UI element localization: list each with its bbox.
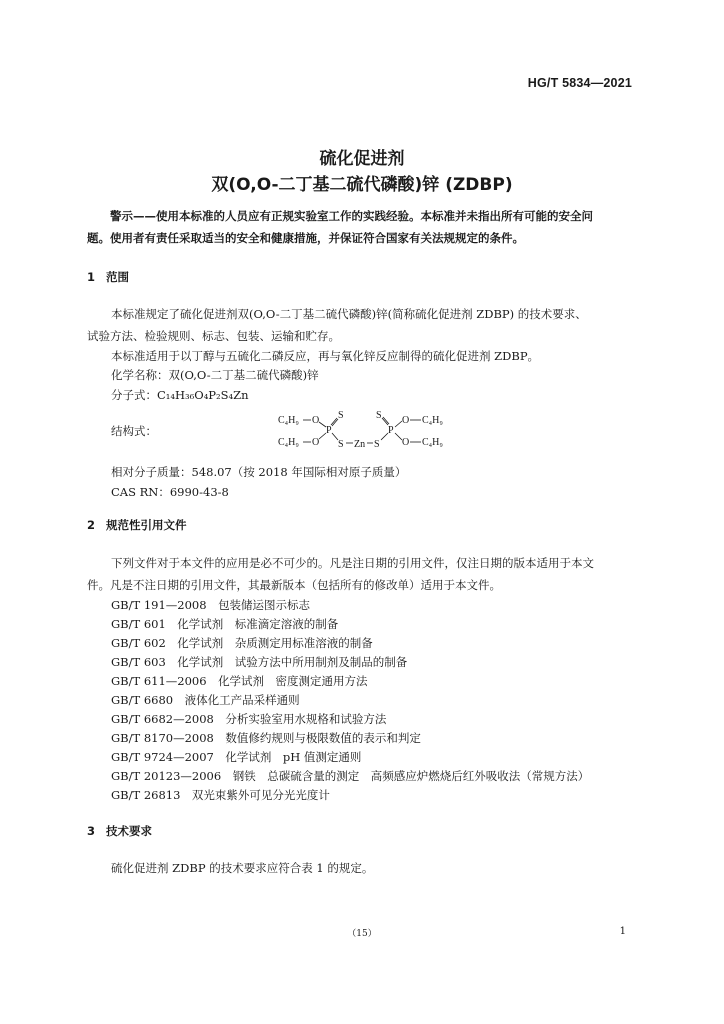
reference-code: GB/T 20123—2006 xyxy=(111,769,222,783)
para-line: 本标准规定了硫化促进剂双(O,O-二丁基二硫代磷酸)锌(简称硫化促进剂 ZDBP) 的技术要求、 xyxy=(111,307,587,321)
oxygen-atom: O xyxy=(402,437,410,448)
reference-title: 液体化工产品采样通则 xyxy=(184,693,300,707)
structural-formula xyxy=(270,405,470,455)
section-1-para-2: 本标准适用于以丁醇与五硫化二磷反应，再与氧化锌反应制得的硫化促进剂 ZDBP。 xyxy=(111,349,540,363)
reference-title: 钢铁 总碳硫含量的测定 高频感应炉燃烧后红外吸收法（常规方法） xyxy=(232,769,590,783)
reference-item xyxy=(111,768,589,784)
section-number: 1 xyxy=(87,270,96,284)
reference-title: 化学试剂 试验方法中所用制剂及制品的制备 xyxy=(177,655,408,669)
warning-block xyxy=(87,205,639,249)
molecular-mass: 相对分子质量：548.07（按 2018 年国际相对原子质量） xyxy=(111,465,407,479)
reference-code: GB/T 611—2006 xyxy=(111,674,207,688)
butyl-group: C₄H₉ xyxy=(422,415,443,426)
section-title: 规范性引用文件 xyxy=(106,518,187,532)
sulfur-atom: S xyxy=(374,439,380,450)
reference-item xyxy=(111,673,368,689)
sulfur-atom: S xyxy=(338,410,344,421)
para-line: 下列文件对于本文件的应用是必不可少的。凡是注日期的引用文件，仅注日期的版本适用于本文 xyxy=(111,556,594,570)
butyl-group: C₄H₉ xyxy=(422,437,443,448)
section-title: 范围 xyxy=(106,270,129,284)
reference-code: GB/T 191—2008 xyxy=(111,598,207,612)
phosphorus-atom: P xyxy=(326,425,332,436)
reference-code: GB/T 8170—2008 xyxy=(111,731,214,745)
reference-item xyxy=(111,730,421,746)
section-3-text: 硫化促进剂 ZDBP 的技术要求应符合表 1 的规定。 xyxy=(111,861,374,875)
page-number: 1 xyxy=(619,926,626,937)
oxygen-atom: O xyxy=(312,437,320,448)
warning-line-2: 题。使用者有责任采取适当的安全和健康措施，并保证符合国家有关法规规定的条件。 xyxy=(87,231,524,245)
chemical-name: 化学名称：双(O,O-二丁基二硫代磷酸)锌 xyxy=(111,368,319,382)
reference-code: GB/T 601 xyxy=(111,617,166,631)
section-3-heading xyxy=(87,823,152,839)
section-number: 2 xyxy=(87,518,96,532)
formula-label: 分子式： xyxy=(111,388,157,402)
formula-value: C₁₄H₃₆O₄P₂S₄Zn xyxy=(157,388,249,402)
section-1-para-1 xyxy=(87,303,639,347)
butyl-group: C₄H₉ xyxy=(278,437,299,448)
reference-code: GB/T 9724—2007 xyxy=(111,750,214,764)
reference-title: 化学试剂 pH 值测定通则 xyxy=(225,750,362,764)
sulfur-atom: S xyxy=(338,439,344,450)
cas-number: CAS RN：6990-43-8 xyxy=(111,485,229,499)
title-line-2: 双(O,O-二丁基二硫代磷酸)锌 (ZDBP) xyxy=(211,175,513,195)
section-2-heading xyxy=(87,517,187,533)
reference-code: GB/T 602 xyxy=(111,636,166,650)
reference-title: 包装储运图示标志 xyxy=(218,598,311,612)
molecular-formula xyxy=(111,384,249,406)
reference-title: 分析实验室用水规格和试验方法 xyxy=(225,712,387,726)
section-2-intro xyxy=(87,552,639,596)
reference-item xyxy=(111,787,330,803)
reference-title: 化学试剂 杂质测定用标准溶液的制备 xyxy=(177,636,373,650)
title-line-1: 硫化促进剂 xyxy=(319,149,405,169)
standard-number: HG/T 5834—2021 xyxy=(527,76,632,90)
reference-title: 化学试剂 标准滴定溶液的制备 xyxy=(177,617,339,631)
reference-title: 双光束紫外可见分光光度计 xyxy=(191,788,330,802)
page-label: （15） xyxy=(347,929,377,939)
reference-code: GB/T 6682—2008 xyxy=(111,712,214,726)
butyl-group: C₄H₉ xyxy=(278,415,299,426)
para-line: 件。凡是不注日期的引用文件，其最新版本（包括所有的修改单）适用于本文件。 xyxy=(87,578,501,592)
reference-item xyxy=(111,692,300,708)
phosphorus-atom: P xyxy=(388,425,394,436)
reference-code: GB/T 6680 xyxy=(111,693,174,707)
warning-line-1: 警示——使用本标准的人员应有正规实验室工作的实践经验。本标准并未指出所有可能的安全问 xyxy=(110,209,593,223)
reference-title: 化学试剂 密度测定通用方法 xyxy=(218,674,368,688)
zinc-atom: Zn xyxy=(354,439,366,450)
reference-title: 数值修约规则与极限数值的表示和判定 xyxy=(225,731,421,745)
reference-code: GB/T 26813 xyxy=(111,788,181,802)
reference-code: GB/T 603 xyxy=(111,655,166,669)
reference-item xyxy=(111,616,338,632)
structure-label: 结构式： xyxy=(111,424,157,438)
para-line: 试验方法、检验规则、标志、包装、运输和贮存。 xyxy=(87,329,340,343)
oxygen-atom: O xyxy=(402,415,410,426)
reference-item xyxy=(111,635,373,651)
section-title: 技术要求 xyxy=(106,824,152,838)
reference-item xyxy=(111,597,310,613)
reference-item xyxy=(111,749,361,765)
sulfur-atom: S xyxy=(376,410,382,421)
oxygen-atom: O xyxy=(312,415,320,426)
section-number: 3 xyxy=(87,824,96,838)
section-1-heading xyxy=(87,269,129,285)
reference-item xyxy=(111,711,386,727)
reference-item xyxy=(111,654,407,670)
